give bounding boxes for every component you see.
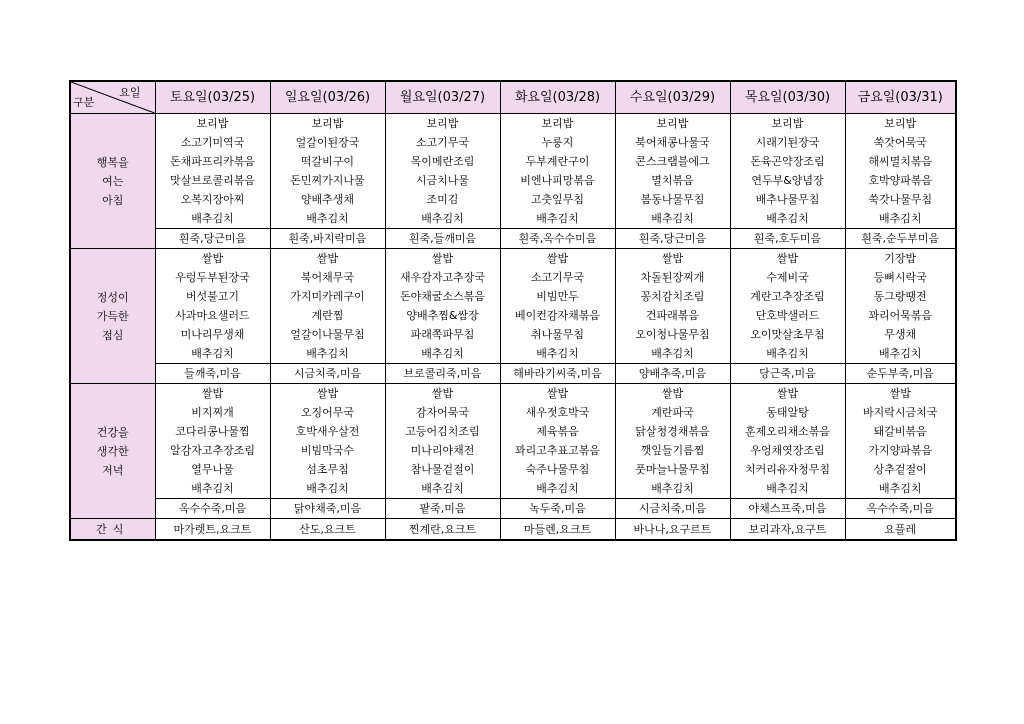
porridge-cell: 흰죽,호두미음 [730, 229, 845, 249]
menu-item: 시래기된장국 [755, 136, 820, 149]
porridge-cell: 닭야채죽,미음 [270, 499, 385, 519]
menu-item: 콘스크램블에그 [635, 155, 710, 168]
menu-cell [615, 384, 730, 499]
menu-item: 쌀밥 [201, 252, 224, 265]
snack-row [70, 519, 956, 541]
menu-cell [845, 249, 956, 364]
menu-item: 소고기무국 [530, 271, 585, 284]
menu-item: 배추김치 [306, 482, 349, 495]
porridge-cell: 녹두죽,미음 [500, 499, 615, 519]
menu-item: 배추김치 [191, 482, 234, 495]
header-row [70, 81, 956, 114]
menu-item: 목이메란조림 [410, 155, 475, 168]
porridge-cell: 흰죽,들깨미음 [385, 229, 500, 249]
snack-cell: 마가렛트,요크트 [155, 519, 270, 541]
menu-item: 배추김치 [651, 482, 694, 495]
porridge-cell: 해바라기씨죽,미음 [500, 364, 615, 384]
menu-item: 동그랑땡전 [873, 290, 927, 303]
menu-item: 고등어김치조림 [405, 425, 480, 438]
porridge-cell: 순두부죽,미음 [845, 364, 956, 384]
menu-item: 쌀밥 [661, 252, 684, 265]
meal-label-line: 점심 [102, 328, 124, 342]
menu-cell [270, 384, 385, 499]
snack-cell: 마들렌,요크트 [500, 519, 615, 541]
meal-items-row [70, 384, 956, 499]
menu-item: 가지양파볶음 [868, 444, 933, 457]
menu-item: 멸치볶음 [651, 174, 694, 187]
meal-label-line: 행복을 [96, 155, 129, 169]
menu-item: 쌀밥 [889, 387, 911, 400]
menu-item: 새우감자고추장국 [399, 271, 485, 284]
menu-item: 배추김치 [536, 212, 579, 225]
porridge-row [70, 499, 956, 519]
menu-cell [730, 249, 845, 364]
menu-item: 양배추찜&쌈장 [406, 309, 479, 322]
menu-cell [385, 114, 500, 229]
menu-item: 우엉채엿장조림 [750, 444, 825, 457]
menu-item: 계란파국 [651, 406, 694, 419]
menu-item: 미나리야채전 [410, 444, 475, 457]
snack-cell: 바나나,요구르트 [615, 519, 730, 541]
meal-label-line: 가득한 [96, 309, 129, 323]
menu-item: 베이컨감자채볶음 [514, 309, 600, 322]
porridge-cell: 당근죽,미음 [730, 364, 845, 384]
meal-items-row [70, 114, 956, 229]
day-header: 수요일(03/29) [615, 81, 730, 114]
menu-item: 누룽지 [541, 136, 574, 149]
menu-cell [845, 114, 956, 229]
menu-item: 훈제오리채소볶음 [744, 425, 830, 438]
menu-item: 건파래볶음 [645, 309, 700, 322]
porridge-cell: 팥죽,미음 [385, 499, 500, 519]
menu-item: 쌀밥 [431, 387, 454, 400]
day-header: 일요일(03/26) [270, 81, 385, 114]
menu-cell [500, 384, 615, 499]
menu-item: 오징어무국 [300, 406, 355, 419]
menu-item: 배추김치 [651, 212, 694, 225]
menu-item: 수제비국 [766, 271, 809, 284]
menu-item: 쑥갓나물무침 [868, 193, 933, 206]
menu-cell [615, 249, 730, 364]
menu-cell [270, 114, 385, 229]
porridge-cell: 들깨죽,미음 [155, 364, 270, 384]
menu-item: 배추김치 [878, 347, 922, 360]
menu-item: 쑥갓어묵국 [873, 136, 927, 149]
menu-item: 보리밥 [196, 117, 229, 130]
menu-item: 배추나물무침 [755, 193, 820, 206]
menu-item: 봄동나물무침 [640, 193, 705, 206]
menu-cell [385, 249, 500, 364]
menu-item: 배추김치 [766, 212, 809, 225]
menu-cell [385, 384, 500, 499]
porridge-cell: 옥수수죽,미음 [155, 499, 270, 519]
menu-cell [615, 114, 730, 229]
menu-item: 배추김치 [536, 347, 579, 360]
porridge-cell: 흰죽,순두부미음 [845, 229, 956, 249]
meal-label [70, 114, 155, 249]
menu-item: 배추김치 [421, 482, 464, 495]
menu-item: 닭살청경채볶음 [635, 425, 710, 438]
menu-item: 비빔막국수 [300, 444, 355, 457]
menu-item: 꽈리고추표고볶음 [514, 444, 600, 457]
porridge-cell: 양배추죽,미음 [615, 364, 730, 384]
menu-item: 코다리콩나물찜 [175, 425, 250, 438]
menu-item: 참나물겉절이 [410, 463, 475, 476]
porridge-cell: 흰죽,당근미음 [615, 229, 730, 249]
menu-item: 배추김치 [421, 347, 464, 360]
menu-item: 돈야채굴소스볶음 [399, 290, 485, 303]
menu-item: 배추김치 [878, 212, 922, 225]
menu-item: 상추겉절이 [873, 463, 927, 476]
menu-item: 열무나물 [191, 463, 234, 476]
menu-item: 보리밥 [311, 117, 344, 130]
menu-item: 계란찜 [311, 309, 344, 322]
menu-item: 섬초무침 [306, 463, 349, 476]
menu-item: 풋마늘나물무침 [635, 463, 710, 476]
menu-item: 오복지장아찌 [180, 193, 245, 206]
menu-item: 보리밥 [656, 117, 689, 130]
menu-item: 소고기미역국 [180, 136, 245, 149]
day-header: 화요일(03/28) [500, 81, 615, 114]
menu-item: 비빔만두 [536, 290, 579, 303]
porridge-cell: 시금치죽,미음 [615, 499, 730, 519]
menu-item: 쌀밥 [201, 387, 224, 400]
menu-item: 쌀밥 [776, 387, 799, 400]
menu-item: 쌀밥 [316, 387, 339, 400]
meal-label-line: 정성이 [96, 290, 129, 304]
menu-cell [730, 384, 845, 499]
menu-item: 쌀밥 [546, 252, 569, 265]
menu-item: 버섯불고기 [185, 290, 240, 303]
menu-item: 얼갈이된장국 [295, 136, 360, 149]
porridge-cell: 브로콜리죽,미음 [385, 364, 500, 384]
menu-item: 북어채무국 [300, 271, 355, 284]
corner-cell [70, 81, 155, 114]
menu-item: 연두부&양념장 [751, 174, 824, 187]
snack-cell: 요플레 [845, 519, 956, 541]
menu-item: 알감자고추장조림 [169, 444, 255, 457]
menu-item: 호박새우살전 [295, 425, 360, 438]
porridge-cell: 흰죽,바지락미음 [270, 229, 385, 249]
menu-item: 미나리무생채 [180, 328, 245, 341]
menu-item: 고춧잎무침 [530, 193, 585, 206]
menu-item: 소고기무국 [415, 136, 470, 149]
menu-item: 바지락시금치국 [863, 406, 938, 419]
menu-item: 취나물무침 [530, 328, 585, 341]
menu-item: 배추김치 [306, 347, 349, 360]
menu-cell [500, 249, 615, 364]
menu-item: 보리밥 [426, 117, 459, 130]
menu-item: 배추김치 [306, 212, 349, 225]
menu-item: 돈육곤약장조림 [750, 155, 825, 168]
menu-item: 파래쪽파무침 [410, 328, 475, 341]
menu-cell [730, 114, 845, 229]
meal-label [70, 384, 155, 519]
menu-item: 배추김치 [191, 347, 234, 360]
menu-item: 양배추생채 [300, 193, 355, 206]
day-header: 금요일(03/31) [845, 81, 956, 114]
menu-item: 꽁치감치조림 [640, 290, 705, 303]
menu-item: 숙주나물무침 [525, 463, 590, 476]
menu-cell [270, 249, 385, 364]
menu-item: 보리밥 [884, 117, 917, 130]
menu-item: 쌀밥 [546, 387, 569, 400]
menu-item: 깻잎들기름찜 [640, 444, 705, 457]
menu-item: 오이맛살초무침 [750, 328, 825, 341]
menu-item: 사과마요샐러드 [175, 309, 250, 322]
day-header: 목요일(03/30) [730, 81, 845, 114]
category-header-label: 구분 [73, 96, 95, 109]
day-header-label: 요일 [119, 86, 141, 99]
menu-item: 무생채 [884, 328, 917, 341]
menu-item: 동태알탕 [766, 406, 809, 419]
porridge-cell: 옥수수죽,미음 [845, 499, 956, 519]
meal-label-line: 생각한 [96, 444, 129, 458]
porridge-cell: 흰죽,당근미음 [155, 229, 270, 249]
menu-item: 호박양파볶음 [868, 174, 933, 187]
porridge-row [70, 229, 956, 249]
menu-item: 등뼈시락국 [873, 271, 927, 284]
snack-label: 간식 [70, 519, 155, 541]
menu-item: 배추김치 [191, 212, 234, 225]
menu-item: 조미김 [426, 193, 459, 206]
menu-item: 떡갈비구이 [300, 155, 355, 168]
menu-item: 쌀밥 [776, 252, 799, 265]
porridge-cell: 흰죽,옥수수미음 [500, 229, 615, 249]
porridge-cell: 시금치죽,미음 [270, 364, 385, 384]
meal-items-row [70, 249, 956, 364]
menu-item: 보리밥 [541, 117, 574, 130]
day-header: 토요일(03/25) [155, 81, 270, 114]
porridge-cell: 야채스프죽,미음 [730, 499, 845, 519]
menu-item: 보리밥 [771, 117, 804, 130]
menu-cell [155, 249, 270, 364]
menu-cell [500, 114, 615, 229]
menu-item: 배추김치 [651, 347, 694, 360]
menu-item: 배추김치 [766, 347, 809, 360]
meal-label-line: 저녁 [102, 463, 124, 477]
porridge-row [70, 364, 956, 384]
menu-item: 쌀밥 [316, 252, 339, 265]
menu-item: 차돌된장찌개 [640, 271, 705, 284]
menu-item: 가지미카레구이 [290, 290, 365, 303]
menu-item: 쌀밥 [661, 387, 684, 400]
menu-item: 배추김치 [878, 482, 922, 495]
snack-cell: 산도,요크트 [270, 519, 385, 541]
menu-item: 새우젓호박국 [525, 406, 590, 419]
menu-item: 제육볶음 [536, 425, 579, 438]
menu-item: 쌀밥 [431, 252, 454, 265]
meal-label-line: 여는 [102, 174, 124, 188]
menu-cell [155, 384, 270, 499]
menu-item: 비지찌개 [191, 406, 234, 419]
menu-item: 얼갈이나물무침 [290, 328, 365, 341]
menu-cell [845, 384, 956, 499]
menu-item: 오이청나물무침 [635, 328, 710, 341]
menu-item: 꽈리어묵볶음 [868, 309, 933, 322]
menu-item: 시금치나물 [415, 174, 470, 187]
menu-item: 감자어묵국 [415, 406, 470, 419]
snack-cell: 보리과자,요구트 [730, 519, 845, 541]
menu-item: 배추김치 [536, 482, 579, 495]
menu-item: 돈채파프리카볶음 [169, 155, 255, 168]
menu-item: 배추김치 [421, 212, 464, 225]
menu-item: 우렁두부된장국 [175, 271, 250, 284]
menu-item: 맛살브로콜리볶음 [169, 174, 255, 187]
snack-cell: 찐계란,요크트 [385, 519, 500, 541]
day-header: 월요일(03/27) [385, 81, 500, 114]
menu-item: 단호박샐러드 [755, 309, 820, 322]
menu-item: 두부계란구이 [525, 155, 590, 168]
menu-item: 북어채콩나물국 [635, 136, 710, 149]
menu-item: 치커리유자청무침 [744, 463, 830, 476]
meal-label [70, 249, 155, 384]
meal-label-line: 아침 [102, 193, 124, 207]
menu-item: 배추김치 [766, 482, 809, 495]
menu-cell [155, 114, 270, 229]
meal-label-line: 건강을 [96, 425, 129, 439]
menu-item: 해씨멸치볶음 [868, 155, 933, 168]
menu-item: 돼갈비볶음 [873, 425, 927, 438]
meal-menu-table [69, 80, 957, 541]
menu-item: 기장밥 [884, 252, 917, 265]
menu-item: 비엔나피망볶음 [520, 174, 595, 187]
menu-item: 돈민찌가지나물 [290, 174, 365, 187]
menu-item: 계란고추장조림 [750, 290, 825, 303]
